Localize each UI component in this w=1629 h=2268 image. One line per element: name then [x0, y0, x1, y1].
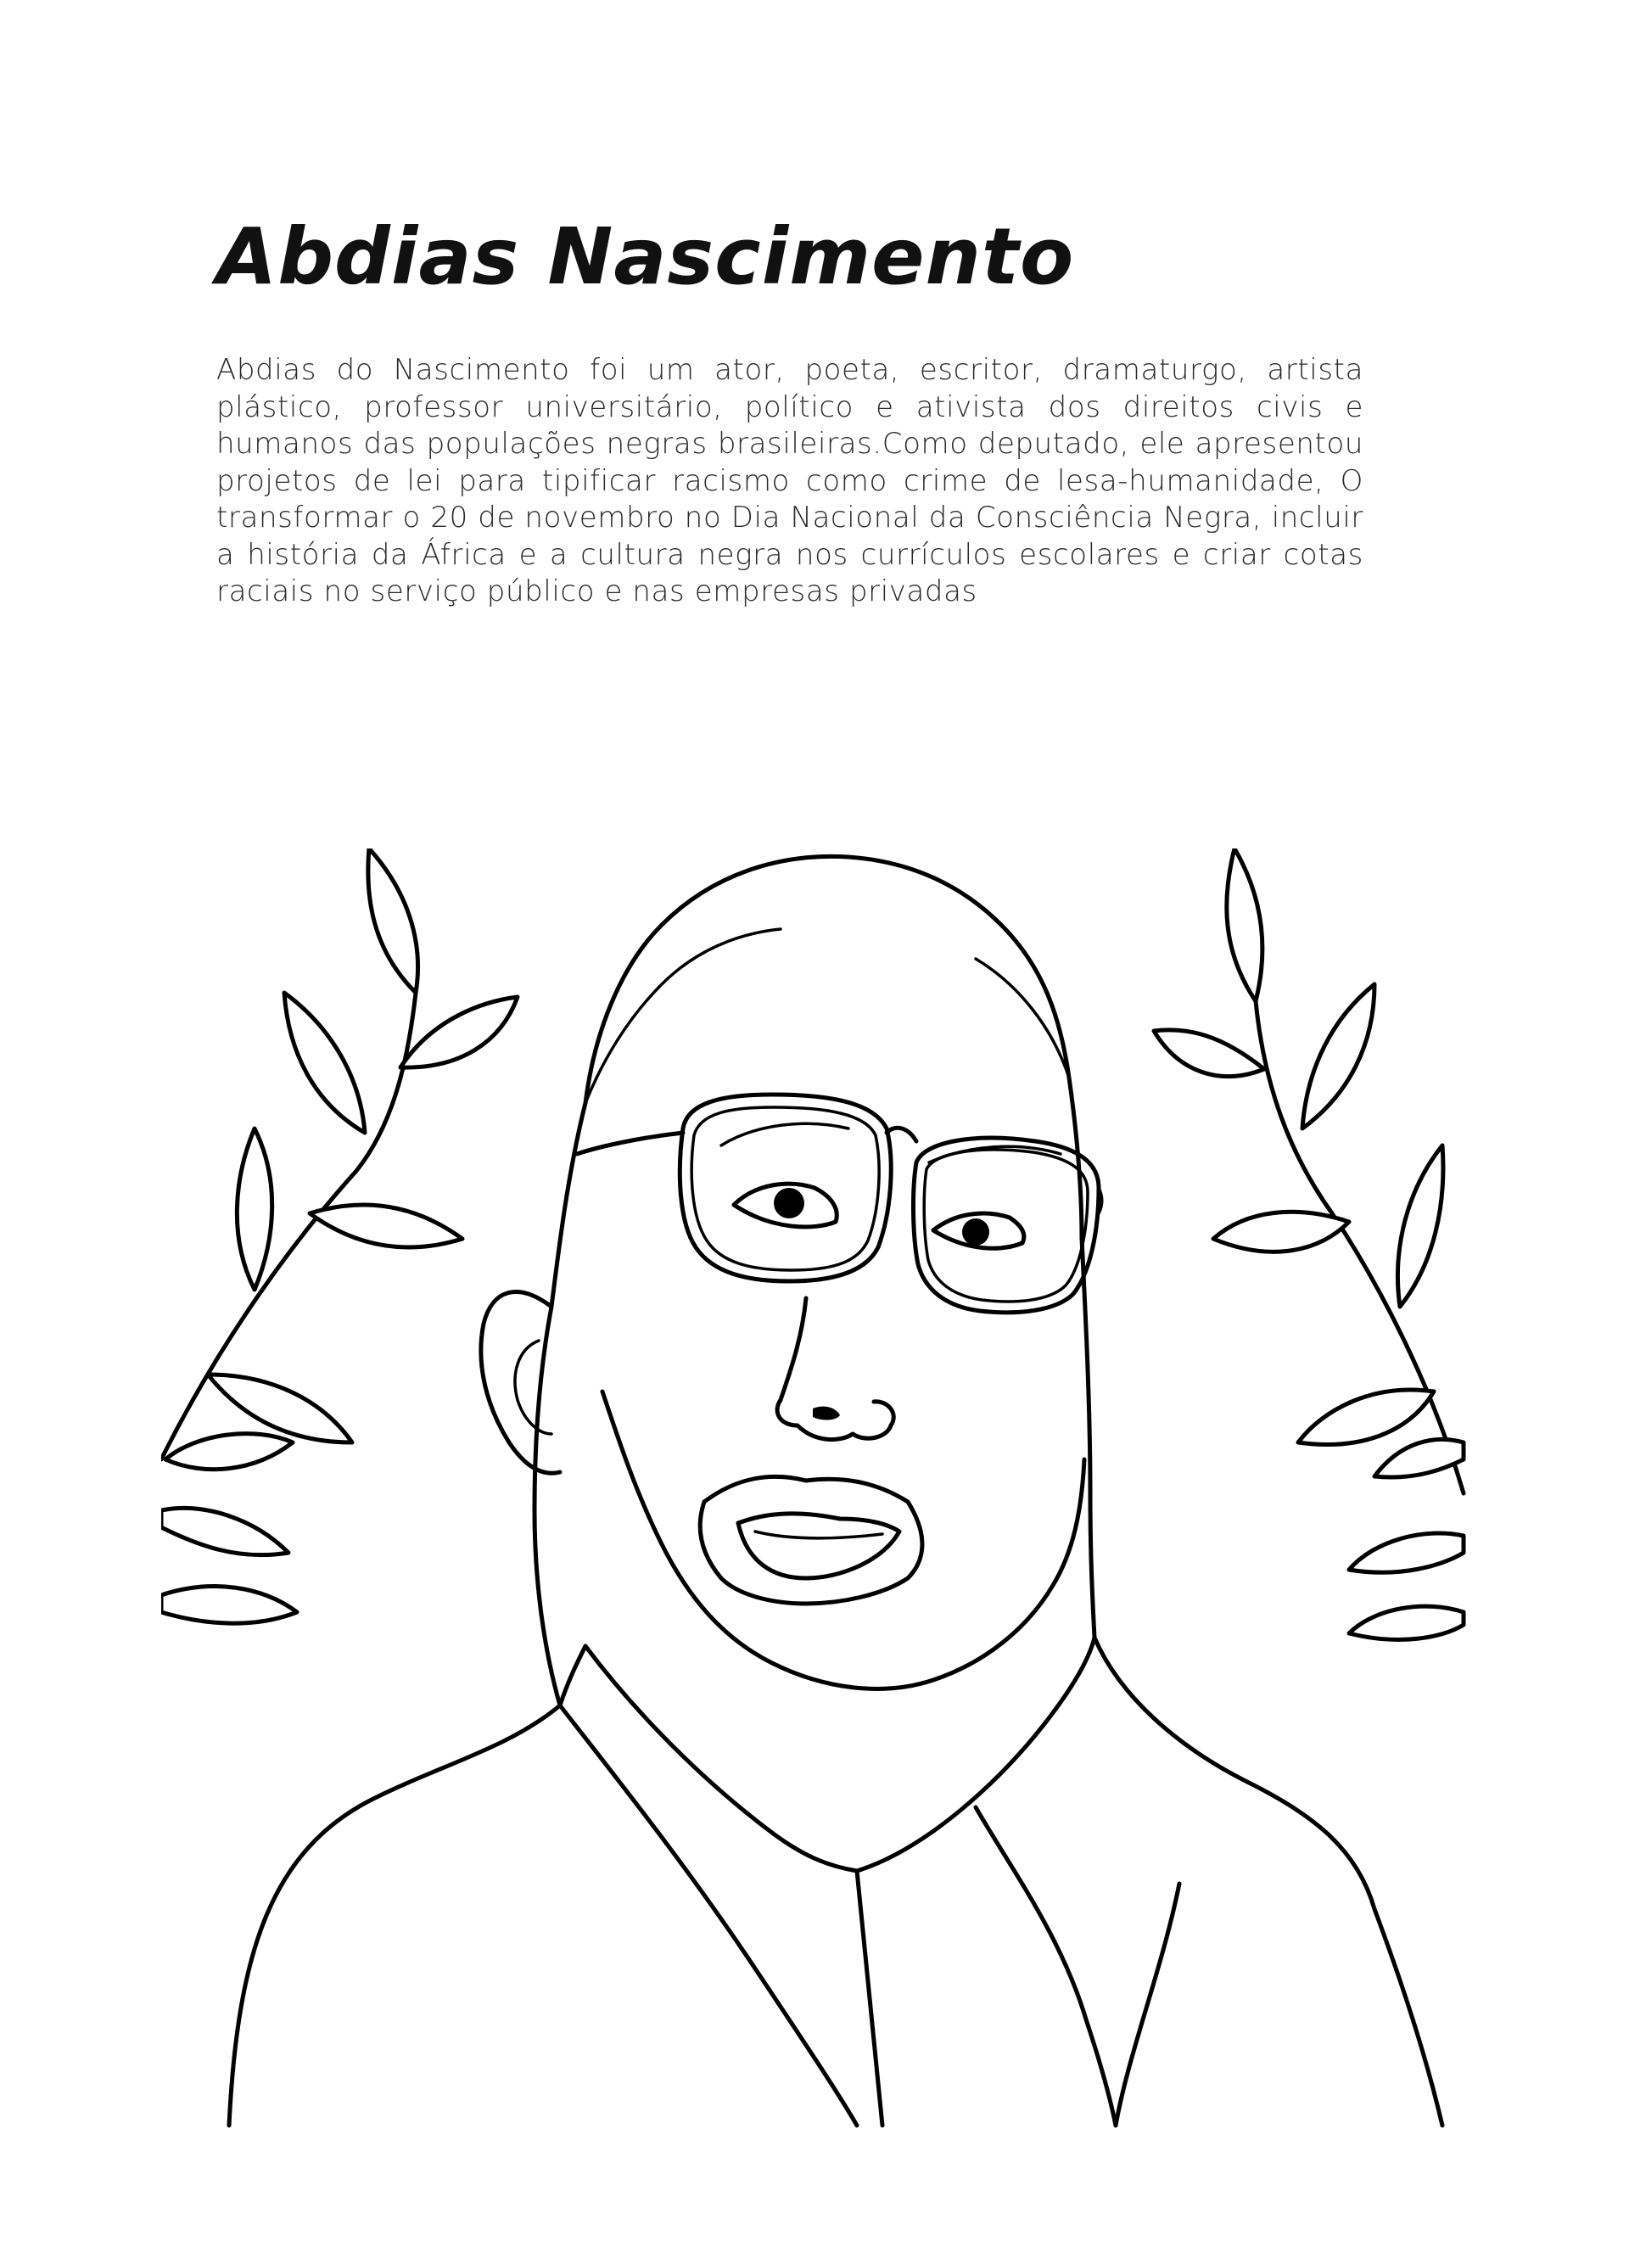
suit-outline [229, 1638, 1442, 2125]
portrait-illustration [161, 848, 1468, 2130]
nose-outline [777, 1298, 893, 1440]
biography-paragraph: Abdias do Nascimento foi um ator, poeta, escritor, dramaturgo, artista plástico, professor universitário, político e ativista dos direitos civis e humanos das populações negras brasileiras.Como deputado, ele apresentou projetos de lei para tipificar racismo como crime de lesa-humanidade, O transformar o 20 de novembro no Dia Nacional da Consciência Negra, incluir a história da África e a cultura negra nos currículos escolares e criar cotas raciais no serviço público e nas empresas privadas [216, 353, 1363, 608]
right-leaf-branch-icon [1154, 848, 1464, 1639]
mouth-outline [738, 1514, 899, 1578]
portrait-svg [161, 848, 1468, 2130]
left-leaf-branch-icon [161, 848, 518, 1623]
page-title: Abdias Nascimento [216, 211, 1075, 302]
